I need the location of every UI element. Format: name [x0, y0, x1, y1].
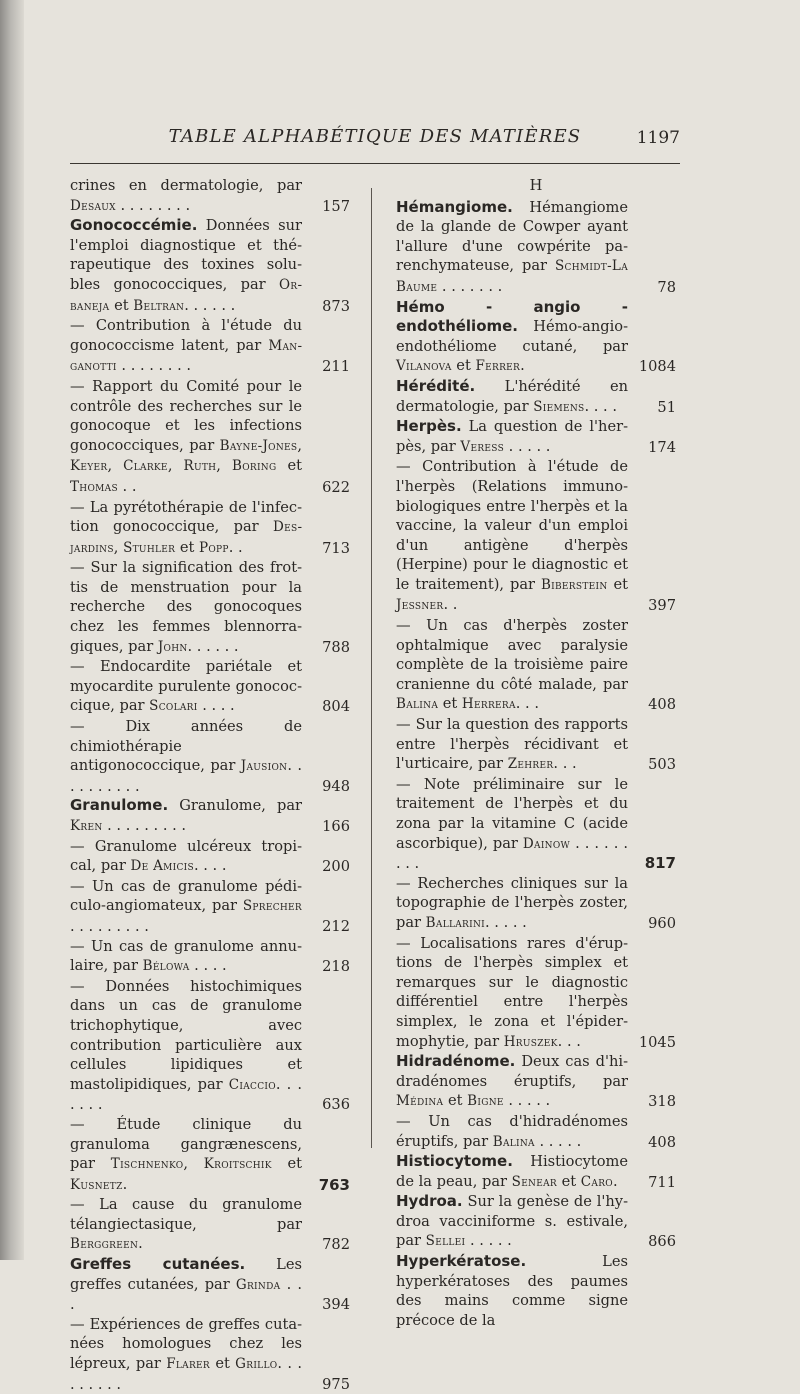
page-reference: 394	[322, 1296, 350, 1314]
index-entry	[396, 1252, 676, 1330]
author-name: De Amicis	[130, 858, 194, 875]
page-reference: 408	[648, 696, 676, 714]
index-subentry	[70, 498, 350, 559]
page-reference: 788	[322, 638, 350, 656]
section-letter: H	[529, 177, 543, 194]
entry-headword: Hyperkératose.	[396, 1252, 527, 1271]
index-entry	[70, 796, 350, 836]
page-reference: 1045	[638, 1033, 676, 1051]
index-subentry	[396, 457, 676, 616]
author-name: Stuhler	[123, 539, 176, 556]
index-subentry	[70, 937, 350, 977]
page-reference: 1084	[638, 358, 676, 376]
author-name: Jessner	[396, 597, 444, 614]
author-name: Ferrer	[475, 358, 521, 375]
page-reference: 636	[322, 1096, 350, 1114]
author-name: John	[157, 638, 188, 655]
page-reference: 804	[322, 698, 350, 716]
subentry-dash: —	[70, 1115, 117, 1133]
page-reference: 78	[657, 278, 676, 296]
index-subentry	[70, 1315, 350, 1394]
index-subentry	[70, 558, 350, 657]
page-reference: 975	[322, 1375, 350, 1393]
author-name: Biberstein	[540, 576, 608, 593]
page-reference: 713	[322, 539, 350, 557]
entry-text: Rapport du Comité pour le contrôle des recherches sur le gonocoque et les infections gonococciques, par Bayne-Jones, Keyer, Clarke, Ruth, Boring et Thomas . .	[70, 377, 302, 495]
entry-headword: Herpès.	[396, 417, 462, 436]
author-name: Popp	[198, 539, 229, 556]
entry-text: La cause du granulome télangiectasique, par Berggreen.	[70, 1196, 302, 1253]
index-subentry	[396, 1112, 676, 1152]
entry-text: Hémo-angio-endothéliome cutané, par Vilanova et Ferrer.	[396, 318, 628, 375]
entry-text: Granulome ulcéreux tropical, par De Amicis. . . .	[70, 837, 302, 875]
page-reference: 218	[322, 958, 350, 976]
page-reference: 408	[648, 1133, 676, 1151]
entry-text: Contribution à l'étude du gonococcisme latent, par Manganotti . . . . . . . .	[70, 317, 303, 375]
index-subentry	[70, 977, 350, 1115]
subentry-dash: —	[396, 874, 418, 892]
author-name: Manganotti	[70, 337, 302, 375]
entry-text: Dix années de chimiothérapie antigonococcique, par Jausion. . . . . . . . . .	[70, 718, 303, 795]
entry-text: Recherches cliniques sur la topographie de l'herpès zoster, par Ballarini. . . . .	[396, 874, 628, 931]
entry-text: Endocardite pariétale et myocardite purulente gonococcique, par Scolari . . . .	[70, 658, 302, 715]
running-title: TABLE ALPHABÉTIQUE DES MATIÈRES	[168, 126, 582, 147]
index-entry	[396, 1192, 676, 1252]
page-reference: 711	[648, 1173, 676, 1191]
author-name: Grillo	[235, 1356, 278, 1373]
author-name: Boring	[231, 458, 277, 475]
page-reference: 200	[322, 858, 350, 876]
page-number: 1197	[636, 128, 680, 148]
index-entry	[396, 298, 676, 377]
author-name: Dainow	[522, 835, 571, 852]
page-reference: 817	[644, 854, 676, 873]
author-name: Orbaneja	[70, 276, 302, 314]
entry-text: Données sur l'emploi diagnostique et thérapeutique des toxines solubles gonococciques, par Orbaneja et Beltran. . . . . .	[70, 217, 302, 314]
subentry-dash: —	[70, 377, 93, 395]
subentry-dash: —	[70, 559, 91, 577]
index-subentry	[70, 1195, 350, 1255]
entry-text: Note préliminaire sur le traitement de l'herpès et du zona par la vitamine C (acide ascorbique), par Dainow . . . . . . . . .	[396, 775, 628, 873]
index-subentry	[396, 874, 676, 934]
entry-headword: Histiocytome.	[396, 1152, 513, 1171]
author-name: Grinda	[235, 1276, 281, 1293]
index-subentry	[70, 717, 350, 796]
subentry-dash: —	[70, 317, 96, 335]
author-name: Thomas	[70, 478, 118, 495]
author-name: Jausion	[240, 758, 288, 775]
author-name: Caro	[580, 1173, 613, 1190]
author-name: Siemens	[533, 398, 585, 415]
author-name: Schmidt-La Baume	[396, 258, 628, 295]
entry-text: Contribution à l'étude de l'herpès (Relations immunobiologiques entre l'herpès et la vaccine, la valeur d'un emploi d'un antigène d'herpès (Herpine) pour le diagnostic et le traitement), par Biberstein et Jessner. .	[396, 458, 628, 614]
page-reference: 211	[322, 358, 350, 376]
subentry-dash: —	[396, 1112, 429, 1130]
entry-text: Hémangiome de la glande de Cowper ayant l'allure d'une cowpérite parenchymateuse, par Schmidt-La Baume . . . . . . .	[396, 198, 628, 295]
index-entry	[396, 1152, 676, 1192]
subentry-dash: —	[70, 837, 95, 855]
entry-text: Les hyperkératoses des paumes des mains comme signe précoce de la	[396, 1253, 628, 1329]
entry-headword: Granulome.	[70, 796, 169, 815]
page-reference: 782	[322, 1236, 350, 1254]
author-name: Keyer	[70, 458, 108, 475]
author-name: Berggreen	[70, 1236, 139, 1253]
page-reference: 157	[322, 197, 350, 215]
author-name: Zehrer	[507, 756, 554, 773]
author-name: Desjardins	[70, 519, 302, 556]
entry-text: Deux cas d'hidradénomes éruptifs, par Médina et Bigne . . . . .	[396, 1053, 628, 1110]
author-name: Balina	[492, 1133, 535, 1150]
scan-binding-edge	[0, 0, 24, 1260]
author-name: Balina	[396, 696, 439, 713]
entry-headword: Hydroa.	[396, 1192, 463, 1211]
entry-text: Localisations rares d'éruptions de l'herpès simplex et remarques sur le diagnostic différentiel entre l'herpès simplex, le zona et l'épidermophytie, par Hruszek. . .	[396, 934, 628, 1050]
index-subentry	[396, 934, 676, 1053]
index-subentry	[70, 316, 350, 377]
index-entry	[70, 216, 350, 316]
header-rule	[70, 163, 680, 164]
subentry-dash: —	[70, 498, 90, 516]
entry-text: Histiocytome de la peau, par Senear et Caro.	[396, 1153, 628, 1190]
entry-text: Un cas d'herpès zoster ophtalmique avec paralysie complète de la troisième paire cranienne du côté malade, par Balina et Herrera. . .	[396, 617, 628, 713]
left-column	[70, 176, 350, 1394]
author-name: Kusnetz	[70, 1176, 123, 1193]
author-name: Ruth	[183, 458, 217, 475]
index-entry	[396, 1052, 676, 1112]
index-subentry	[70, 837, 350, 877]
index-subentry	[396, 616, 676, 715]
author-name: Kren	[70, 818, 103, 834]
page-reference: 166	[322, 818, 350, 835]
right-column	[396, 176, 676, 1330]
entry-text: crines en dermatologie, par Desaux . . . . . . . .	[70, 177, 302, 214]
author-name: Clarke	[123, 458, 168, 475]
subentry-dash: —	[70, 718, 126, 736]
subentry-dash: —	[396, 775, 424, 793]
entry-text: Sur la genèse de l'hydroa vacciniforme s. estivale, par Sellei . . . . .	[396, 1193, 628, 1250]
page-reference: 960	[648, 914, 676, 932]
entry-headword: Hémangiome.	[396, 197, 513, 216]
entry-text: L'hérédité en dermatologie, par Siemens. . . .	[396, 377, 628, 415]
page-reference: 503	[648, 756, 676, 774]
entry-headword: Hérédité.	[396, 376, 476, 395]
subentry-dash: —	[70, 1315, 90, 1333]
entry-text: Un cas de granulome annulaire, par Bélowa . . . .	[70, 937, 302, 975]
entry-headword: Hémo - angio - endothéliome.	[396, 297, 628, 336]
subentry-dash: —	[70, 937, 91, 955]
index-subentry	[70, 1115, 350, 1195]
entry-text: Sur la question des rapports entre l'herpès récidivant et l'urticaire, par Zehrer. . .	[396, 716, 629, 773]
author-name: Tischnenko	[110, 1156, 184, 1173]
author-name: Veress	[460, 438, 505, 455]
entry-headword: Gonococcémie.	[70, 216, 198, 235]
entry-text: Expériences de greffes cutanées homologues chez les lépreux, par Flarer et Grillo. . . . . . . . .	[70, 1315, 302, 1393]
author-name: Bélowa	[142, 958, 190, 975]
entry-text: Un cas d'hidradénomes éruptifs, par Balina . . . . .	[396, 1112, 628, 1150]
page-reference: 51	[657, 398, 676, 416]
author-name: Beltran	[133, 297, 185, 314]
index-entry	[396, 417, 676, 457]
author-name: Sellei	[425, 1233, 466, 1250]
author-name: Bayne-Jones	[219, 437, 298, 454]
author-name: Flarer	[166, 1356, 210, 1373]
index-subentry	[70, 877, 350, 937]
subentry-dash: —	[70, 877, 92, 895]
index-subentry	[70, 377, 350, 498]
entry-text: Les greffes cutanées, par Grinda . . .	[70, 1256, 302, 1314]
entry-text: Un cas de granulome pédiculo-angiomateux, par Sprecher . . . . . . . . .	[70, 877, 302, 935]
entry-text: Étude clinique du granuloma gangrænescens, par Tischnenko, Kroitschik et Kusnetz.	[70, 1115, 302, 1193]
index-entry-continuation	[70, 176, 350, 216]
index-entry	[70, 1255, 350, 1315]
page-reference: 948	[322, 777, 350, 795]
author-name: Ballarini	[425, 914, 486, 931]
subentry-dash: —	[396, 934, 421, 952]
author-name: Ciaccio	[228, 1076, 276, 1093]
index-subentry	[70, 657, 350, 717]
page-header	[70, 126, 680, 156]
subentry-dash: —	[70, 1196, 100, 1214]
entry-headword: Hidradénome.	[396, 1052, 516, 1071]
page-reference: 763	[318, 1175, 350, 1194]
author-name: Kroitschik	[203, 1156, 272, 1173]
index-subentry	[396, 775, 676, 874]
page-reference: 212	[322, 917, 350, 935]
index-subentry	[396, 715, 676, 775]
index-entry	[396, 198, 676, 298]
page-reference: 397	[648, 597, 676, 615]
author-name: Hruszek	[503, 1033, 558, 1050]
page-reference: 622	[322, 478, 350, 496]
page-reference: 318	[648, 1093, 676, 1111]
subentry-dash: —	[396, 617, 427, 635]
author-name: Senear	[511, 1173, 557, 1190]
author-name: Médina	[396, 1093, 444, 1110]
author-name: Bigne	[467, 1093, 504, 1110]
page-reference: 174	[648, 438, 676, 456]
author-name: Desaux	[70, 197, 116, 214]
author-name: Herrera	[461, 696, 516, 713]
author-name: Vilanova	[396, 358, 452, 375]
page-reference: 866	[648, 1233, 676, 1251]
author-name: Sprecher	[242, 898, 302, 915]
entry-text: Données histochimiques dans un cas de granulome trichophytique, avec contribution particulière aux cellules lipidiques et mastolipidiques, par Ciaccio. . . . . . .	[70, 977, 302, 1114]
column-divider	[371, 188, 372, 1148]
entry-text: Granulome, par Kren . . . . . . . . .	[70, 797, 302, 834]
author-name: Scolari	[149, 698, 198, 715]
entry-text: Sur la signification des frottis de menstruation pour la recherche des gonocoques chez les femmes blennorragiques, par John. . . . . .	[70, 559, 303, 655]
page-reference: 873	[322, 297, 350, 315]
subentry-dash: —	[70, 658, 100, 676]
index-entry	[396, 377, 676, 417]
entry-text: La question de l'herpès, par Veress . . . . .	[396, 418, 628, 455]
subentry-dash: —	[396, 458, 423, 476]
subentry-dash: —	[396, 716, 416, 734]
subentry-dash: —	[70, 977, 106, 995]
entry-text: La pyrétothérapie de l'infection gonococcique, par Desjardins, Stuhler et Popp. .	[70, 498, 302, 556]
entry-headword: Greffes cutanées.	[70, 1255, 246, 1274]
